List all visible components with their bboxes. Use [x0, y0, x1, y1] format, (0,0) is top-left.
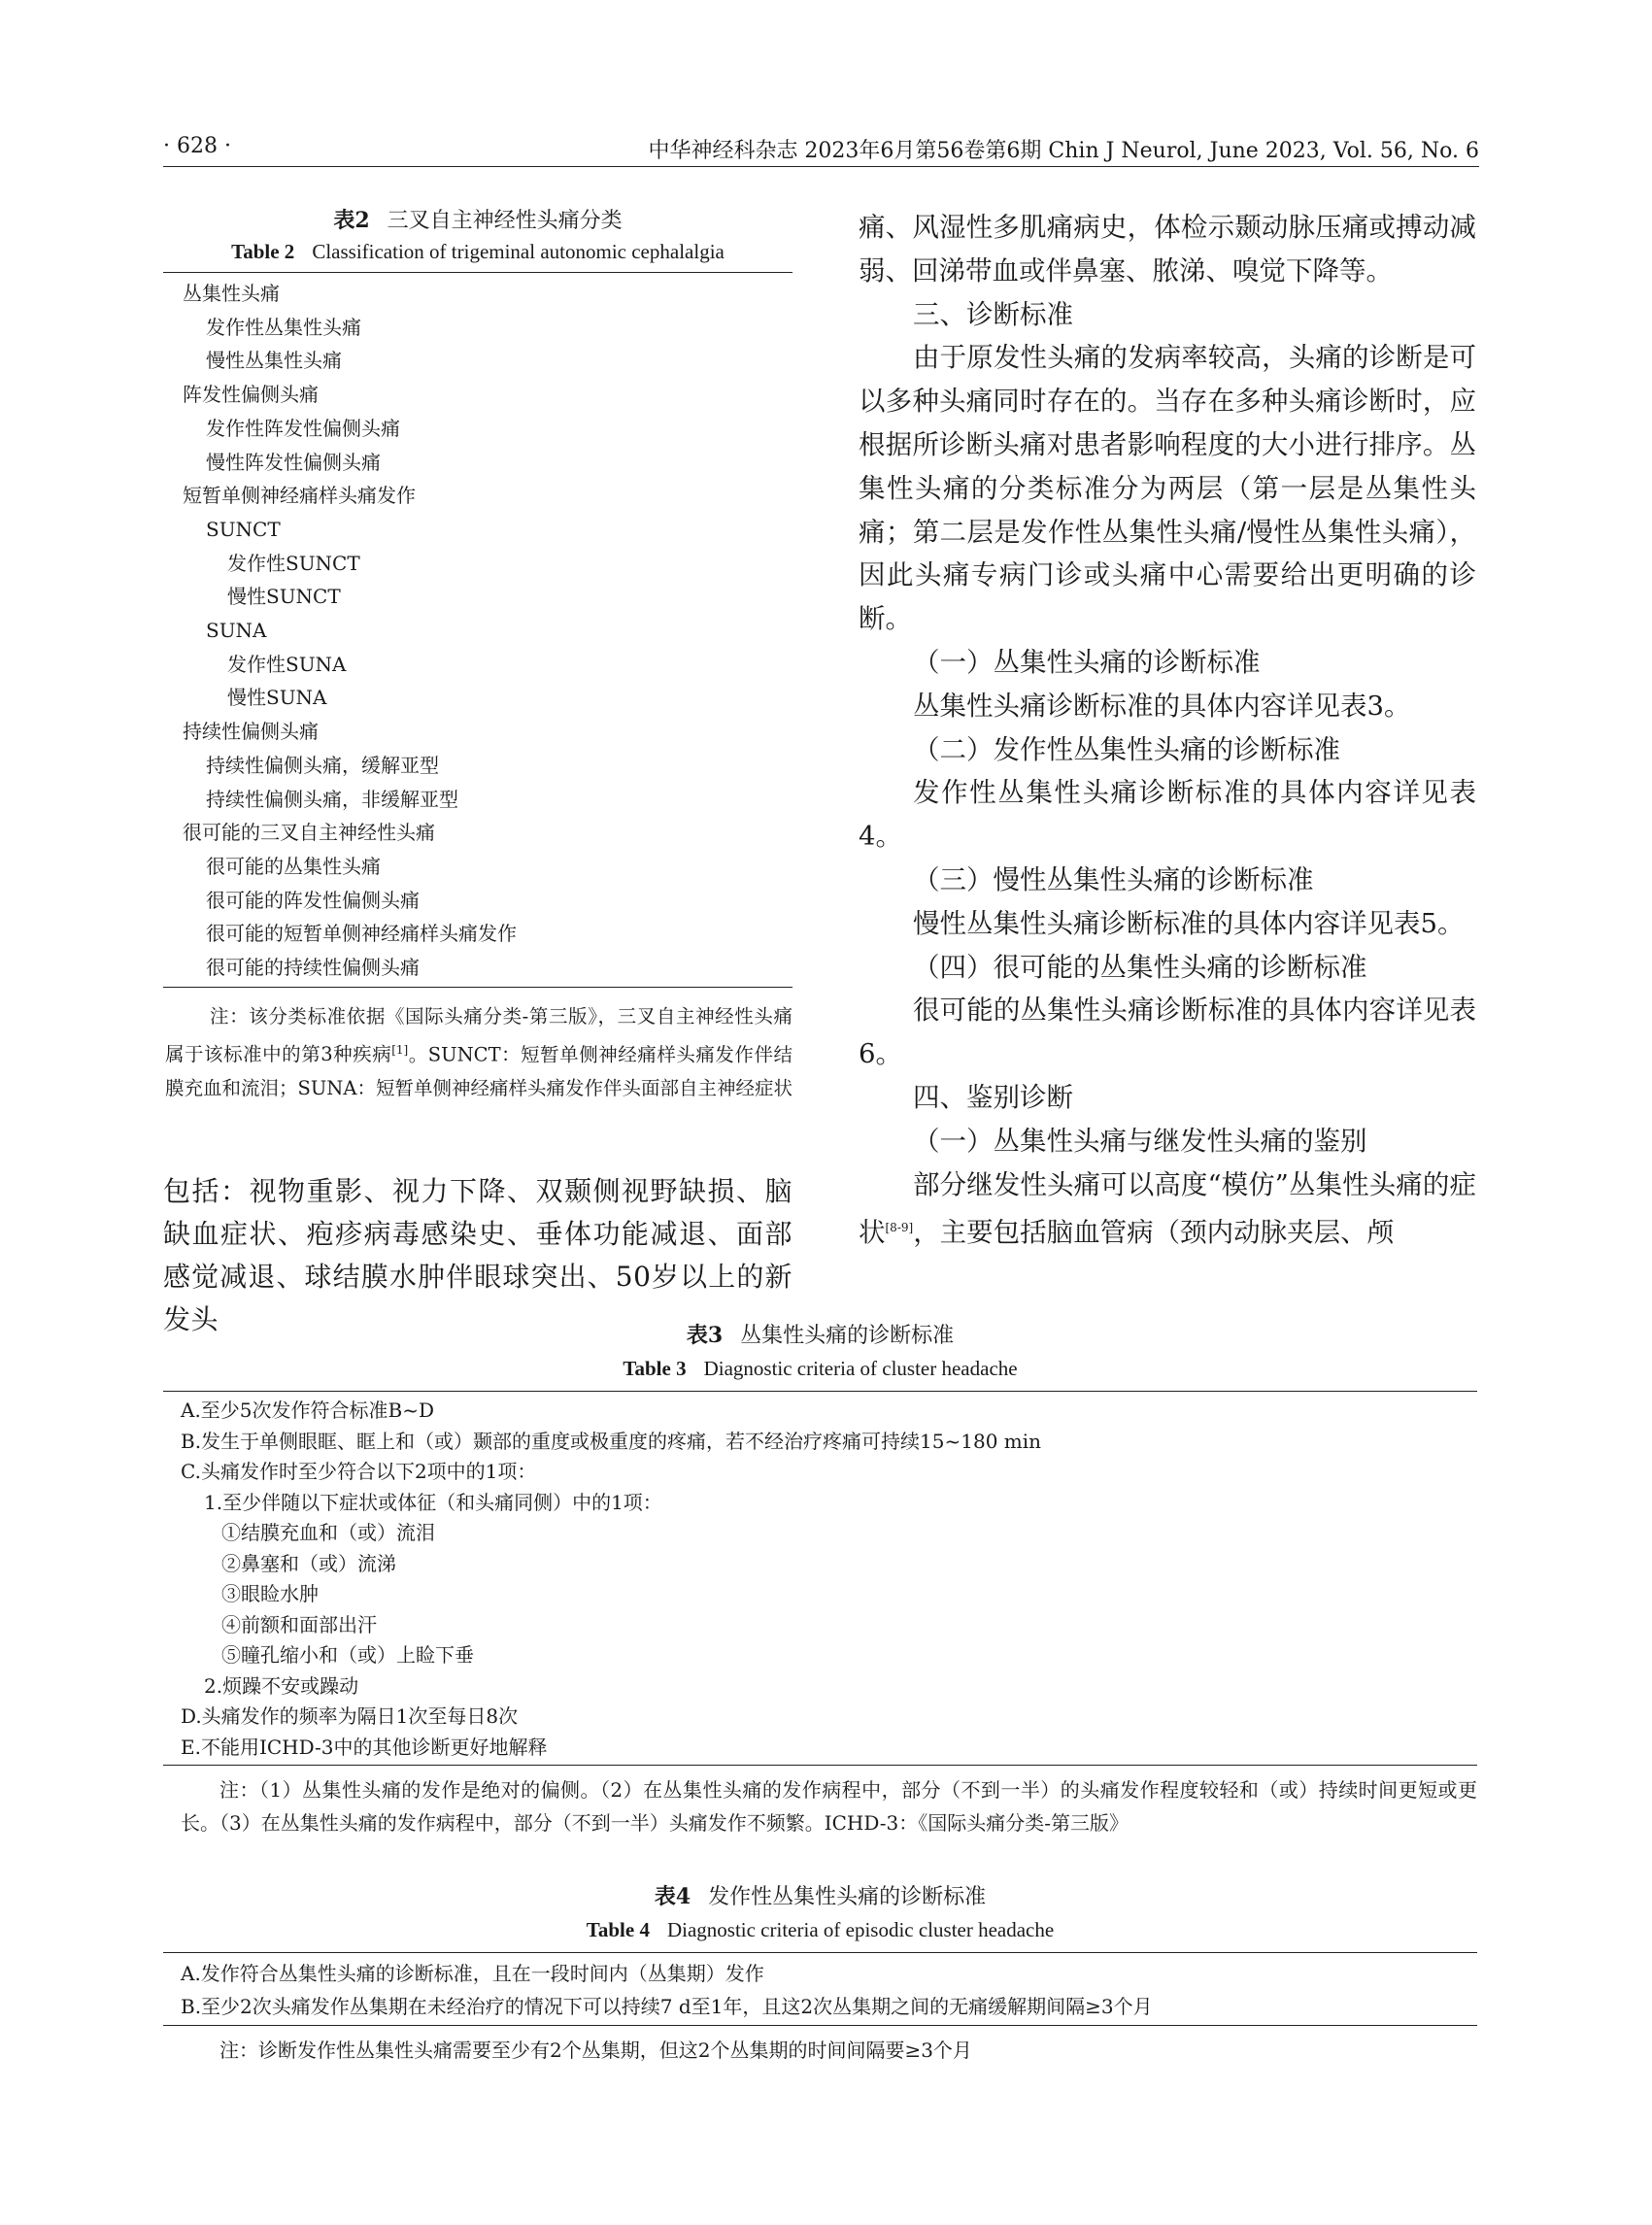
table-row: 发作性SUNCT: [227, 551, 360, 575]
table-row: ①结膜充血和（或）流泪: [221, 1521, 435, 1544]
table-row: SUNA: [206, 619, 267, 643]
paragraph: 慢性丛集性头痛诊断标准的具体内容详见表5。: [913, 907, 1465, 939]
journal-running-head: 中华神经科杂志 2023年6月第56卷第6期 Chin J Neurol, June 2023, Vol. 56, No. 6: [648, 139, 1479, 163]
paragraph: 痛、风湿性多肌痛病史，体检示颞动脉压痛或搏动减弱、回涕带血或伴鼻塞、脓涕、嗅觉下降等。: [859, 212, 1476, 287]
body-text-right: [859, 206, 1476, 1255]
table-3-label-cn: 表3: [686, 1323, 724, 1348]
paragraph: [859, 1163, 1476, 1256]
table-row: 发作性阵发性偏侧头痛: [206, 416, 400, 440]
table-row: ②鼻塞和（或）流涕: [221, 1551, 396, 1575]
table-2-label-en: Table 2: [231, 240, 295, 263]
table-2-note-text: 注：该分类标准依据《国际头痛分类-第三版》，三叉自主神经性头痛属于该标准中的第3种疾病: [165, 1004, 792, 1066]
table-row: 持续性偏侧头痛: [183, 720, 319, 744]
table-row: 持续性偏侧头痛，非缓解亚型: [206, 787, 458, 811]
table-3-label-en: Table 3: [623, 1357, 687, 1380]
table-2-note: [163, 999, 792, 1106]
citation-ref: [1]: [391, 1042, 409, 1057]
table-row: B.发生于单侧眼眶、眶上和（或）颞部的重度或极重度的疼痛，若不经治疗疼痛可持续15~180 min: [181, 1429, 1042, 1453]
table-row: D.头痛发作的频率为隔日1次至每日8次: [181, 1704, 519, 1728]
table-2-title-cn: 三叉自主神经性头痛分类: [387, 209, 623, 233]
table-row: 持续性偏侧头痛，缓解亚型: [206, 753, 439, 777]
table-row: 1.至少伴随以下症状或体征（和头痛同侧）中的1项：: [204, 1490, 662, 1514]
table-row: SUNCT: [206, 517, 281, 541]
subsection-heading: （一）丛集性头痛与继发性头痛的鉴别: [913, 1125, 1367, 1157]
table-row: 慢性SUNCT: [227, 585, 341, 609]
table-row: 阵发性偏侧头痛: [183, 383, 319, 407]
subsection-heading: （二）发作性丛集性头痛的诊断标准: [913, 733, 1340, 765]
table-row: 很可能的丛集性头痛: [206, 854, 381, 878]
paragraph-text-cont: ，主要包括脑血管病（颈内动脉夹层、颅: [913, 1217, 1395, 1249]
table-row: C.头痛发作时至少符合以下2项中的1项：: [181, 1460, 537, 1483]
table-row: 发作性丛集性头痛: [206, 315, 361, 339]
citation-ref: [8-9]: [885, 1221, 914, 1235]
table-row: 很可能的短暂单侧神经痛样头痛发作: [206, 922, 517, 946]
table-row: 很可能的持续性偏侧头痛: [206, 956, 420, 980]
table-2: [163, 204, 792, 1105]
header-rule: [163, 166, 1479, 167]
table-3-title-en: Diagnostic criteria of cluster headache: [703, 1357, 1018, 1380]
table-4: [163, 1880, 1477, 2067]
table-3-caption-en: [163, 1357, 1477, 1381]
paragraph: 由于原发性头痛的发病率较高，头痛的诊断是可以多种头痛同时存在的。当存在多种头痛诊断时，应根据所诊断头痛对患者影响程度的大小进行排序。丛集性头痛的分类标准分为两层（第一层是丛集性头痛；第二层是发作性丛集性头痛/慢性丛集性头痛），因此头痛专病门诊或头痛中心需要给出更明确的诊断。: [859, 342, 1476, 635]
paragraph: 丛集性头痛诊断标准的具体内容详见表3。: [913, 690, 1411, 722]
paragraph: 很可能的丛集性头痛诊断标准的具体内容详见表6。: [859, 995, 1476, 1070]
table-row: A.至少5次发作符合标准B~D: [181, 1399, 435, 1422]
table-3-caption-cn: [163, 1319, 1477, 1349]
table-row: E.不能用ICHD-3中的其他诊断更好地解释: [181, 1735, 548, 1759]
table-4-note: 注：诊断发作性丛集性头痛需要至少有2个丛集期，但这2个丛集期的时间间隔要≥3个月: [219, 2039, 972, 2062]
table-3-note-text: 注：（1）丛集性头痛的发作是绝对的偏侧。（2）在丛集性头痛的发作病程中，部分（不到一半）的头痛发作程度较轻和（或）持续时间更短或更长。（3）在丛集性头痛的发作病程中，部分（不到一半）头痛发作不频繁。ICHD-3：《国际头痛分类-第三版》: [181, 1778, 1477, 1835]
table-row: ⑤瞳孔缩小和（或）上睑下垂: [221, 1643, 474, 1667]
subsection-heading: （三）慢性丛集性头痛的诊断标准: [913, 863, 1314, 895]
page-number: · 628 ·: [163, 134, 231, 158]
table-row: B.至少2次头痛发作丛集期在未经治疗的情况下可以持续7 d至1年，且这2次丛集期之间的无痛缓解期间隔≥3个月: [181, 1995, 1153, 2018]
table-row: 慢性丛集性头痛: [206, 349, 342, 373]
table-2-title-en: Classification of trigeminal autonomic cephalalgia: [312, 240, 725, 263]
table-4-label-en: Table 4: [586, 1918, 650, 1941]
table-4-label-cn: 表4: [654, 1884, 691, 1909]
table-row: 发作性SUNA: [227, 652, 347, 676]
table-row: A.发作符合丛集性头痛的诊断标准，且在一段时间内（丛集期）发作: [181, 1962, 764, 1985]
subsection-heading: （一）丛集性头痛的诊断标准: [913, 646, 1261, 678]
table-2-caption-en: [163, 240, 792, 264]
table-2-label-cn: 表2: [333, 208, 370, 233]
table-row: 慢性阵发性偏侧头痛: [206, 450, 381, 474]
table-3-note: [163, 1773, 1477, 1839]
table-3: [163, 1319, 1477, 1839]
table-4-body: [163, 1952, 1477, 2026]
table-row: 很可能的三叉自主神经性头痛: [183, 821, 435, 845]
table-row: 丛集性头痛: [183, 282, 280, 305]
table-row: 慢性SUNA: [227, 686, 327, 710]
table-4-caption-cn: [163, 1880, 1477, 1910]
table-3-title-cn: 丛集性头痛的诊断标准: [740, 1324, 955, 1348]
table-row: ③眼睑水肿: [221, 1582, 319, 1605]
table-row: 短暂单侧神经痛样头痛发作: [183, 484, 416, 508]
table-4-title-cn: 发作性丛集性头痛的诊断标准: [708, 1885, 987, 1909]
subsection-heading: （四）很可能的丛集性头痛的诊断标准: [913, 951, 1367, 983]
table-2-caption-cn: [163, 204, 792, 234]
paragraph: 发作性丛集性头痛诊断标准的具体内容详见表4。: [859, 777, 1476, 853]
table-2-body: [163, 272, 792, 988]
table-row: 2.烦躁不安或躁动: [204, 1673, 359, 1698]
table-2-note-text-cont: 。SUNCT：短暂单侧神经痛样头痛发作伴结膜充血和流泪；SUNA：短暂单侧神经痛样头痛发作伴头面部自主神经症状: [165, 1043, 792, 1100]
paragraph-text: 部分继发性头痛可以高度“模仿”丛集性头痛的症状: [859, 1168, 1476, 1249]
table-row: 很可能的阵发性偏侧头痛: [206, 888, 420, 912]
section-heading: 三、诊断标准: [913, 298, 1073, 330]
section-heading: 四、鉴别诊断: [913, 1081, 1073, 1113]
table-row: ④前额和面部出汗: [221, 1612, 377, 1636]
body-text-left: 包括：视物重影、视力下降、双颞侧视野缺损、脑缺血症状、疱疹病毒感染史、垂体功能减退、面部感觉减退、球结膜水肿伴眼球突出、50岁以上的新发头: [163, 1175, 792, 1335]
table-3-body: [163, 1391, 1477, 1766]
table-4-caption-en: [163, 1918, 1477, 1942]
table-4-title-en: Diagnostic criteria of episodic cluster headache: [666, 1918, 1055, 1941]
